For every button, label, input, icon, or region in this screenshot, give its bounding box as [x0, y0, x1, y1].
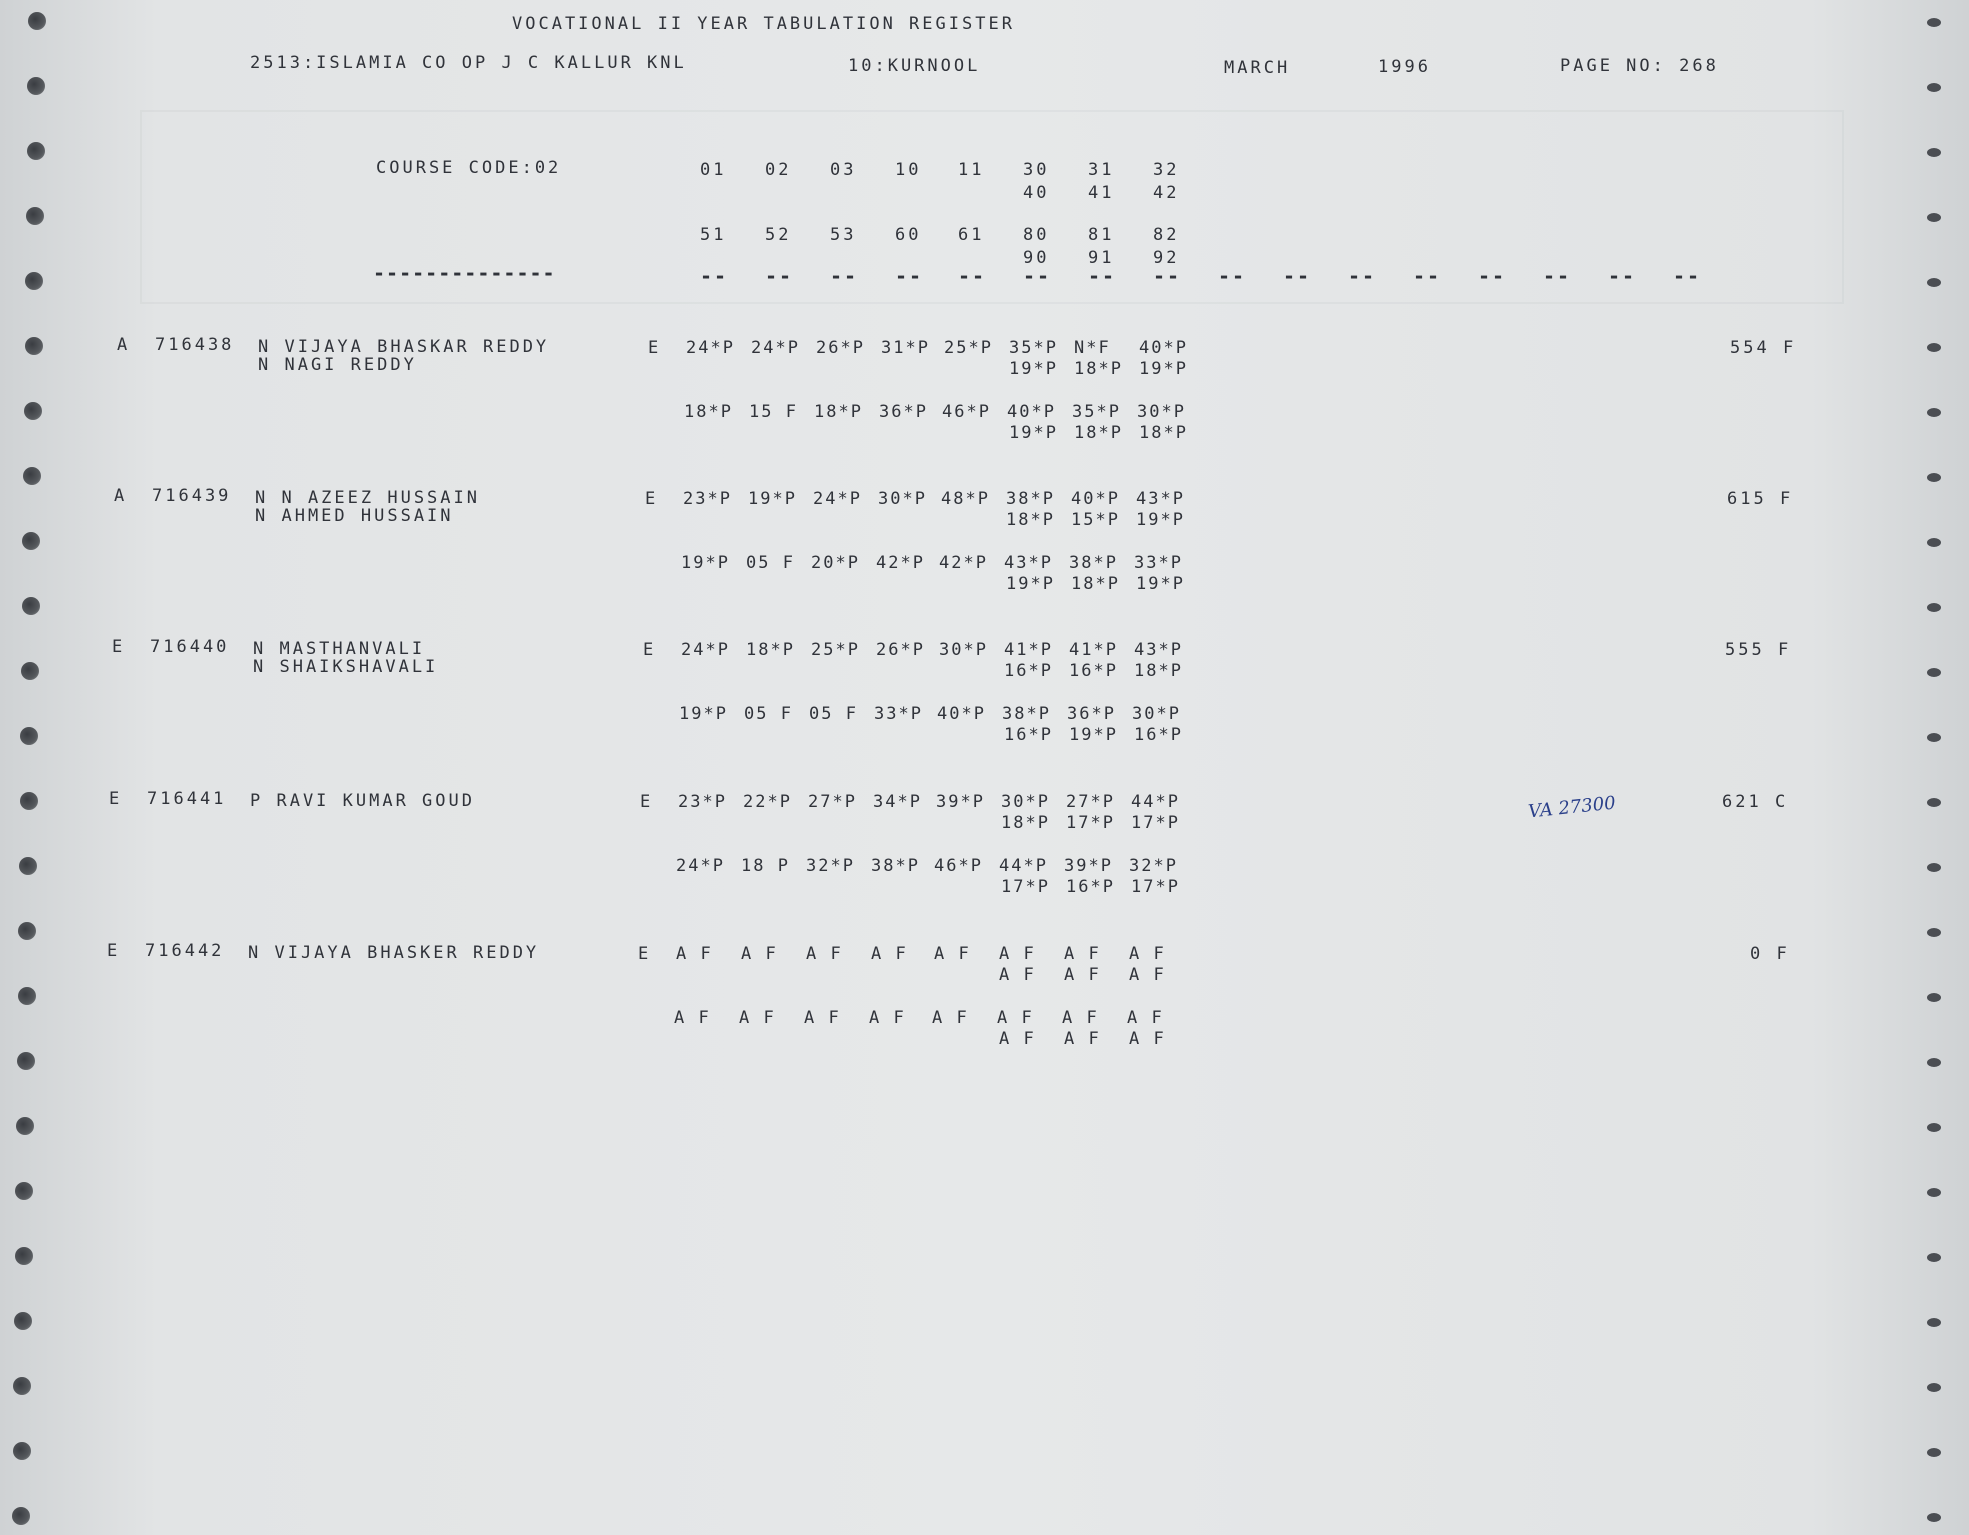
subject-mark: 17*P — [1066, 813, 1115, 833]
exam-month: MARCH — [1224, 58, 1291, 78]
column-divider-dash: -- — [895, 264, 924, 288]
subject-mark: 42*P — [939, 553, 988, 573]
tractor-hole — [1927, 473, 1941, 482]
tractor-hole — [22, 597, 40, 615]
exam-year: 1996 — [1378, 57, 1431, 77]
subject-code: 03 — [830, 160, 857, 180]
column-divider-dash: -- — [958, 264, 987, 288]
subject-mark: 18*P — [1074, 359, 1123, 379]
subject-mark: 17*P — [1001, 877, 1050, 897]
student-category: E — [109, 789, 123, 809]
column-divider-dash: -- — [765, 264, 794, 288]
tractor-hole — [1927, 408, 1941, 417]
subject-code: 32 — [1153, 160, 1180, 180]
subject-mark: 40*P — [1139, 338, 1188, 358]
tractor-hole — [15, 1182, 33, 1200]
column-divider-dash: -- — [1023, 264, 1052, 288]
subject-mark: 26*P — [876, 640, 925, 660]
subject-mark: 30*P — [1001, 792, 1050, 812]
subject-mark: A F — [999, 965, 1036, 985]
subject-mark: 19*P — [1136, 510, 1185, 530]
column-divider-dash: -- — [1413, 264, 1442, 288]
tractor-hole — [1927, 148, 1941, 157]
father-name: N AHMED HUSSAIN — [255, 506, 454, 526]
tractor-hole — [1927, 1513, 1941, 1522]
column-divider-dash: -- — [1543, 264, 1572, 288]
subject-code: 81 — [1088, 225, 1115, 245]
tractor-hole — [1927, 278, 1941, 287]
tractor-hole — [27, 77, 45, 95]
tractor-hole — [1927, 1188, 1941, 1197]
handwritten-note: VA 27300 — [1527, 792, 1617, 823]
subject-code: 30 — [1023, 160, 1050, 180]
medium-code: E — [638, 944, 652, 964]
tractor-hole — [1927, 863, 1941, 872]
total-result: 615 F — [1727, 489, 1794, 509]
subject-mark: 18*P — [1139, 423, 1188, 443]
tractor-hole — [16, 1117, 34, 1135]
subject-mark: 30*P — [878, 489, 927, 509]
subject-mark: 19*P — [679, 704, 728, 724]
column-divider-dash: -- — [700, 264, 729, 288]
subject-mark: A F — [1129, 965, 1166, 985]
student-category: E — [107, 941, 121, 961]
subject-mark: 48*P — [941, 489, 990, 509]
student-name: P RAVI KUMAR GOUD — [250, 791, 475, 811]
tractor-hole — [1927, 83, 1941, 92]
tractor-hole — [1927, 1058, 1941, 1067]
subject-mark: 30*P — [939, 640, 988, 660]
subject-code: 31 — [1088, 160, 1115, 180]
tractor-hole — [18, 922, 36, 940]
subject-code: 11 — [958, 160, 985, 180]
total-result: 555 F — [1725, 640, 1792, 660]
subject-mark: 40*P — [1071, 489, 1120, 509]
subject-mark: 18*P — [1074, 423, 1123, 443]
subject-mark: 36*P — [879, 402, 928, 422]
tractor-hole — [1927, 733, 1941, 742]
course-code-underline: -------------- — [373, 261, 556, 285]
subject-mark: A F — [1129, 944, 1166, 964]
tractor-hole — [27, 142, 45, 160]
subject-mark: 18*P — [1071, 574, 1120, 594]
tractor-hole — [12, 1507, 30, 1525]
subject-code: 61 — [958, 225, 985, 245]
subject-mark: A F — [804, 1008, 841, 1028]
subject-code: 01 — [700, 160, 727, 180]
column-divider-dash: -- — [830, 264, 859, 288]
course-code-label: COURSE CODE:02 — [376, 158, 562, 178]
subject-mark: 19*P — [1006, 574, 1055, 594]
tractor-hole — [1927, 668, 1941, 677]
subject-code: 40 — [1023, 183, 1050, 203]
subject-mark: A F — [997, 1008, 1034, 1028]
subject-code: 90 — [1023, 248, 1050, 268]
subject-mark: 18*P — [1134, 661, 1183, 681]
tractor-hole — [1927, 928, 1941, 937]
subject-mark: 18*P — [684, 402, 733, 422]
subject-code: 53 — [830, 225, 857, 245]
subject-mark: 24*P — [813, 489, 862, 509]
subject-mark: 15 F — [749, 402, 798, 422]
tractor-hole — [25, 337, 43, 355]
subject-mark: A F — [674, 1008, 711, 1028]
subject-mark: 38*P — [871, 856, 920, 876]
subject-mark: 39*P — [1064, 856, 1113, 876]
roll-number: 716438 — [155, 335, 235, 355]
student-name: N MASTHANVALI — [253, 639, 426, 659]
subject-mark: 43*P — [1004, 553, 1053, 573]
student-name: N VIJAYA BHASKER REDDY — [248, 943, 540, 963]
tractor-hole — [22, 532, 40, 550]
father-name: N SHAIKSHAVALI — [253, 657, 439, 677]
student-name: N N AZEEZ HUSSAIN — [255, 488, 480, 508]
column-divider-dash: -- — [1608, 264, 1637, 288]
subject-mark: A F — [739, 1008, 776, 1028]
subject-mark: 24*P — [686, 338, 735, 358]
tractor-hole — [24, 402, 42, 420]
subject-mark: 33*P — [874, 704, 923, 724]
subject-mark: 41*P — [1069, 640, 1118, 660]
subject-mark: 30*P — [1132, 704, 1181, 724]
subject-mark: A F — [999, 944, 1036, 964]
student-category: A — [117, 335, 131, 355]
tractor-hole — [19, 857, 37, 875]
subject-code: 10 — [895, 160, 922, 180]
tractor-hole — [20, 792, 38, 810]
subject-mark: A F — [1064, 944, 1101, 964]
tractor-hole — [25, 272, 43, 290]
tractor-hole — [1927, 1448, 1941, 1457]
subject-mark: 19*P — [748, 489, 797, 509]
student-category: A — [114, 486, 128, 506]
subject-mark: A F — [1129, 1029, 1166, 1049]
subject-mark: 16*P — [1134, 725, 1183, 745]
subject-code: 60 — [895, 225, 922, 245]
subject-mark: 33*P — [1134, 553, 1183, 573]
subject-mark: 16*P — [1069, 661, 1118, 681]
medium-code: E — [640, 792, 654, 812]
subject-mark: 43*P — [1134, 640, 1183, 660]
subject-mark: 27*P — [1066, 792, 1115, 812]
subject-mark: 25*P — [944, 338, 993, 358]
subject-mark: 18*P — [1001, 813, 1050, 833]
subject-mark: 32*P — [806, 856, 855, 876]
subject-code: 02 — [765, 160, 792, 180]
subject-mark: 43*P — [1136, 489, 1185, 509]
tractor-hole — [1927, 343, 1941, 352]
right-tractor-holes — [1909, 0, 1969, 1535]
subject-mark: A F — [1062, 1008, 1099, 1028]
subject-mark: 17*P — [1131, 877, 1180, 897]
tractor-hole — [1927, 18, 1941, 27]
column-divider-dash: -- — [1218, 264, 1247, 288]
tractor-hole — [1927, 1383, 1941, 1392]
district-name: 10:KURNOOL — [848, 56, 981, 76]
subject-mark: 16*P — [1066, 877, 1115, 897]
subject-mark: 44*P — [1131, 792, 1180, 812]
page-number: PAGE NO: 268 — [1560, 56, 1719, 76]
tractor-hole — [1927, 1253, 1941, 1262]
column-divider-dash: -- — [1088, 264, 1117, 288]
subject-mark: 46*P — [942, 402, 991, 422]
tractor-hole — [18, 987, 36, 1005]
subject-mark: 30*P — [1137, 402, 1186, 422]
column-divider-dash: -- — [1478, 264, 1507, 288]
subject-mark: 24*P — [751, 338, 800, 358]
subject-mark: 23*P — [683, 489, 732, 509]
subject-mark: A F — [999, 1029, 1036, 1049]
subject-code: 42 — [1153, 183, 1180, 203]
tractor-hole — [1927, 603, 1941, 612]
subject-mark: 38*P — [1006, 489, 1055, 509]
subject-mark: 38*P — [1069, 553, 1118, 573]
subject-mark: 36*P — [1067, 704, 1116, 724]
subject-mark: 15*P — [1071, 510, 1120, 530]
subject-code: 92 — [1153, 248, 1180, 268]
subject-mark: 16*P — [1004, 725, 1053, 745]
tractor-hole — [23, 467, 41, 485]
subject-mark: 18*P — [1006, 510, 1055, 530]
tractor-hole — [20, 727, 38, 745]
subject-mark: 24*P — [681, 640, 730, 660]
subject-mark: A F — [934, 944, 971, 964]
subject-mark: 19*P — [1009, 423, 1058, 443]
subject-mark: 31*P — [881, 338, 930, 358]
subject-mark: 34*P — [873, 792, 922, 812]
subject-mark: A F — [1127, 1008, 1164, 1028]
column-divider-dash: -- — [1153, 264, 1182, 288]
tractor-hole — [13, 1377, 31, 1395]
subject-mark: 35*P — [1009, 338, 1058, 358]
subject-code: 51 — [700, 225, 727, 245]
subject-mark: 17*P — [1131, 813, 1180, 833]
subject-mark: 35*P — [1072, 402, 1121, 422]
subject-mark: N*F — [1074, 338, 1111, 358]
subject-mark: A F — [806, 944, 843, 964]
subject-mark: 32*P — [1129, 856, 1178, 876]
subject-mark: A F — [676, 944, 713, 964]
roll-number: 716442 — [145, 941, 225, 961]
subject-mark: 25*P — [811, 640, 860, 660]
subject-mark: 40*P — [937, 704, 986, 724]
column-divider-dash: -- — [1348, 264, 1377, 288]
subject-code: 91 — [1088, 248, 1115, 268]
subject-mark: 26*P — [816, 338, 865, 358]
roll-number: 716441 — [147, 789, 227, 809]
subject-code: 52 — [765, 225, 792, 245]
subject-mark: 24*P — [676, 856, 725, 876]
subject-mark: A F — [932, 1008, 969, 1028]
medium-code: E — [645, 489, 659, 509]
subject-mark: 44*P — [999, 856, 1048, 876]
subject-mark: 19*P — [681, 553, 730, 573]
tractor-hole — [1927, 1123, 1941, 1132]
college-name: 2513:ISLAMIA CO OP J C KALLUR KNL — [250, 53, 687, 73]
tractor-hole — [1927, 213, 1941, 222]
total-result: 0 F — [1750, 944, 1790, 964]
total-result: 554 F — [1730, 338, 1797, 358]
subject-mark: 27*P — [808, 792, 857, 812]
column-divider-dash: -- — [1283, 264, 1312, 288]
subject-mark: 23*P — [678, 792, 727, 812]
subject-code: 82 — [1153, 225, 1180, 245]
tractor-hole — [28, 12, 46, 30]
subject-mark: 19*P — [1069, 725, 1118, 745]
tractor-hole — [1927, 1318, 1941, 1327]
column-divider-dash: -- — [1673, 264, 1702, 288]
subject-mark: A F — [1064, 1029, 1101, 1049]
subject-mark: 05 F — [809, 704, 858, 724]
tractor-hole — [17, 1052, 35, 1070]
subject-code: 80 — [1023, 225, 1050, 245]
medium-code: E — [643, 640, 657, 660]
subject-mark: A F — [871, 944, 908, 964]
tractor-hole — [14, 1312, 32, 1330]
subject-mark: 22*P — [743, 792, 792, 812]
subject-mark: 20*P — [811, 553, 860, 573]
subject-mark: 41*P — [1004, 640, 1053, 660]
subject-mark: 39*P — [936, 792, 985, 812]
subject-mark: 19*P — [1136, 574, 1185, 594]
subject-mark: 19*P — [1009, 359, 1058, 379]
subject-mark: A F — [1064, 965, 1101, 985]
subject-mark: 05 F — [746, 553, 795, 573]
subject-mark: 38*P — [1002, 704, 1051, 724]
father-name: N NAGI REDDY — [258, 355, 417, 375]
tractor-hole — [21, 662, 39, 680]
register-title: VOCATIONAL II YEAR TABULATION REGISTER — [512, 14, 1015, 34]
subject-mark: 05 F — [744, 704, 793, 724]
subject-mark: 46*P — [934, 856, 983, 876]
subject-mark: 40*P — [1007, 402, 1056, 422]
student-category: E — [112, 637, 126, 657]
tractor-hole — [1927, 538, 1941, 547]
tractor-hole — [15, 1247, 33, 1265]
subject-mark: 18*P — [814, 402, 863, 422]
subject-code: 41 — [1088, 183, 1115, 203]
tractor-hole — [13, 1442, 31, 1460]
subject-mark: 18 P — [741, 856, 790, 876]
subject-mark: 19*P — [1139, 359, 1188, 379]
subject-mark: 18*P — [746, 640, 795, 660]
left-tractor-holes — [0, 0, 60, 1535]
tractor-hole — [1927, 993, 1941, 1002]
total-result: 621 C — [1722, 792, 1789, 812]
tractor-hole — [26, 207, 44, 225]
subject-mark: 42*P — [876, 553, 925, 573]
tractor-hole — [1927, 798, 1941, 807]
roll-number: 716439 — [152, 486, 232, 506]
medium-code: E — [648, 338, 662, 358]
subject-mark: 16*P — [1004, 661, 1053, 681]
subject-mark: A F — [869, 1008, 906, 1028]
student-name: N VIJAYA BHASKAR REDDY — [258, 337, 550, 357]
subject-mark: A F — [741, 944, 778, 964]
roll-number: 716440 — [150, 637, 230, 657]
